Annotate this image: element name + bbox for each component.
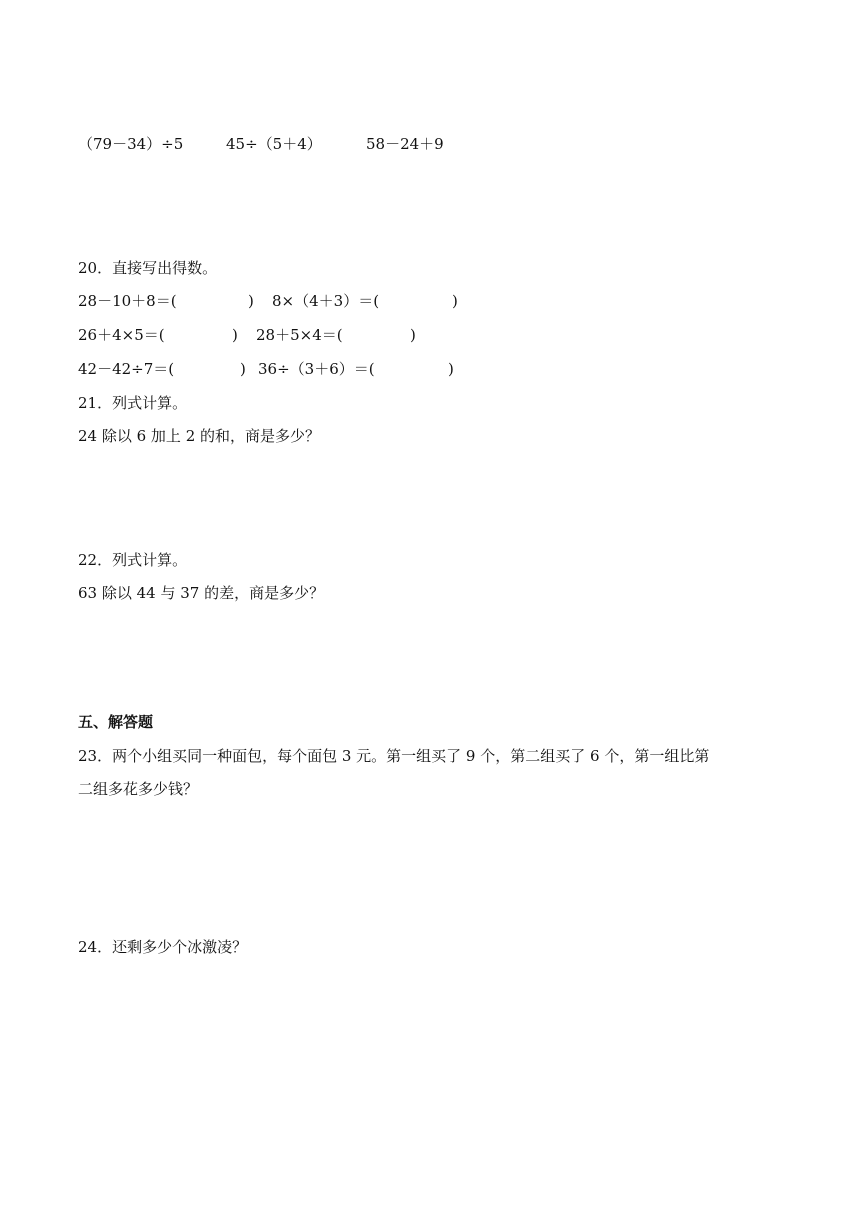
q20-row2-expr1: 26＋4×5＝( (78, 326, 165, 344)
q20-row1-expr1: 28－10＋8＝( (78, 292, 177, 310)
section-heading: 五、解答题 (78, 713, 154, 731)
q22-title: 22．列式计算。 (78, 551, 188, 569)
q20-row3-close2: ) (448, 360, 454, 378)
q20-row3-close1: ) (240, 360, 246, 378)
q22-body: 63 除以 44 与 37 的差，商是多少？ (78, 584, 325, 602)
q20-row3-expr1: 42－42÷7＝( (78, 360, 175, 378)
q20-row2-expr2: 28＋5×4＝( (256, 326, 343, 344)
q20-row1-close2: ) (452, 292, 458, 310)
q24-title: 24．还剩多少个冰激凌？ (78, 938, 248, 956)
q20-row2-close2: ) (410, 326, 416, 344)
q20-row2-close1: ) (232, 326, 238, 344)
q19-expression-3: 58－24＋9 (366, 135, 444, 153)
q19-expression-row (78, 134, 478, 154)
q21-title: 21．列式计算。 (78, 394, 188, 412)
q19-expression-1: （79－34）÷5 (78, 135, 184, 153)
q20-row-1 (78, 291, 498, 311)
q20-row3-expr2: 36÷（3＋6）＝( (258, 360, 375, 378)
q20-row-3 (78, 359, 498, 379)
q23-line-1: 23．两个小组买同一种面包，每个面包 3 元。第一组买了 9 个，第二组买了 6 个，第一组比第 (78, 747, 710, 765)
q21-body: 24 除以 6 加上 2 的和，商是多少？ (78, 427, 321, 445)
q20-row1-expr2: 8×（4＋3）＝( (272, 292, 380, 310)
q20-row-2 (78, 325, 498, 345)
q23-line-2: 二组多花多少钱？ (78, 780, 199, 798)
q20-row1-close1: ) (248, 292, 254, 310)
q20-title: 20．直接写出得数。 (78, 259, 218, 277)
q19-expression-2: 45÷（5＋4） (226, 135, 322, 153)
